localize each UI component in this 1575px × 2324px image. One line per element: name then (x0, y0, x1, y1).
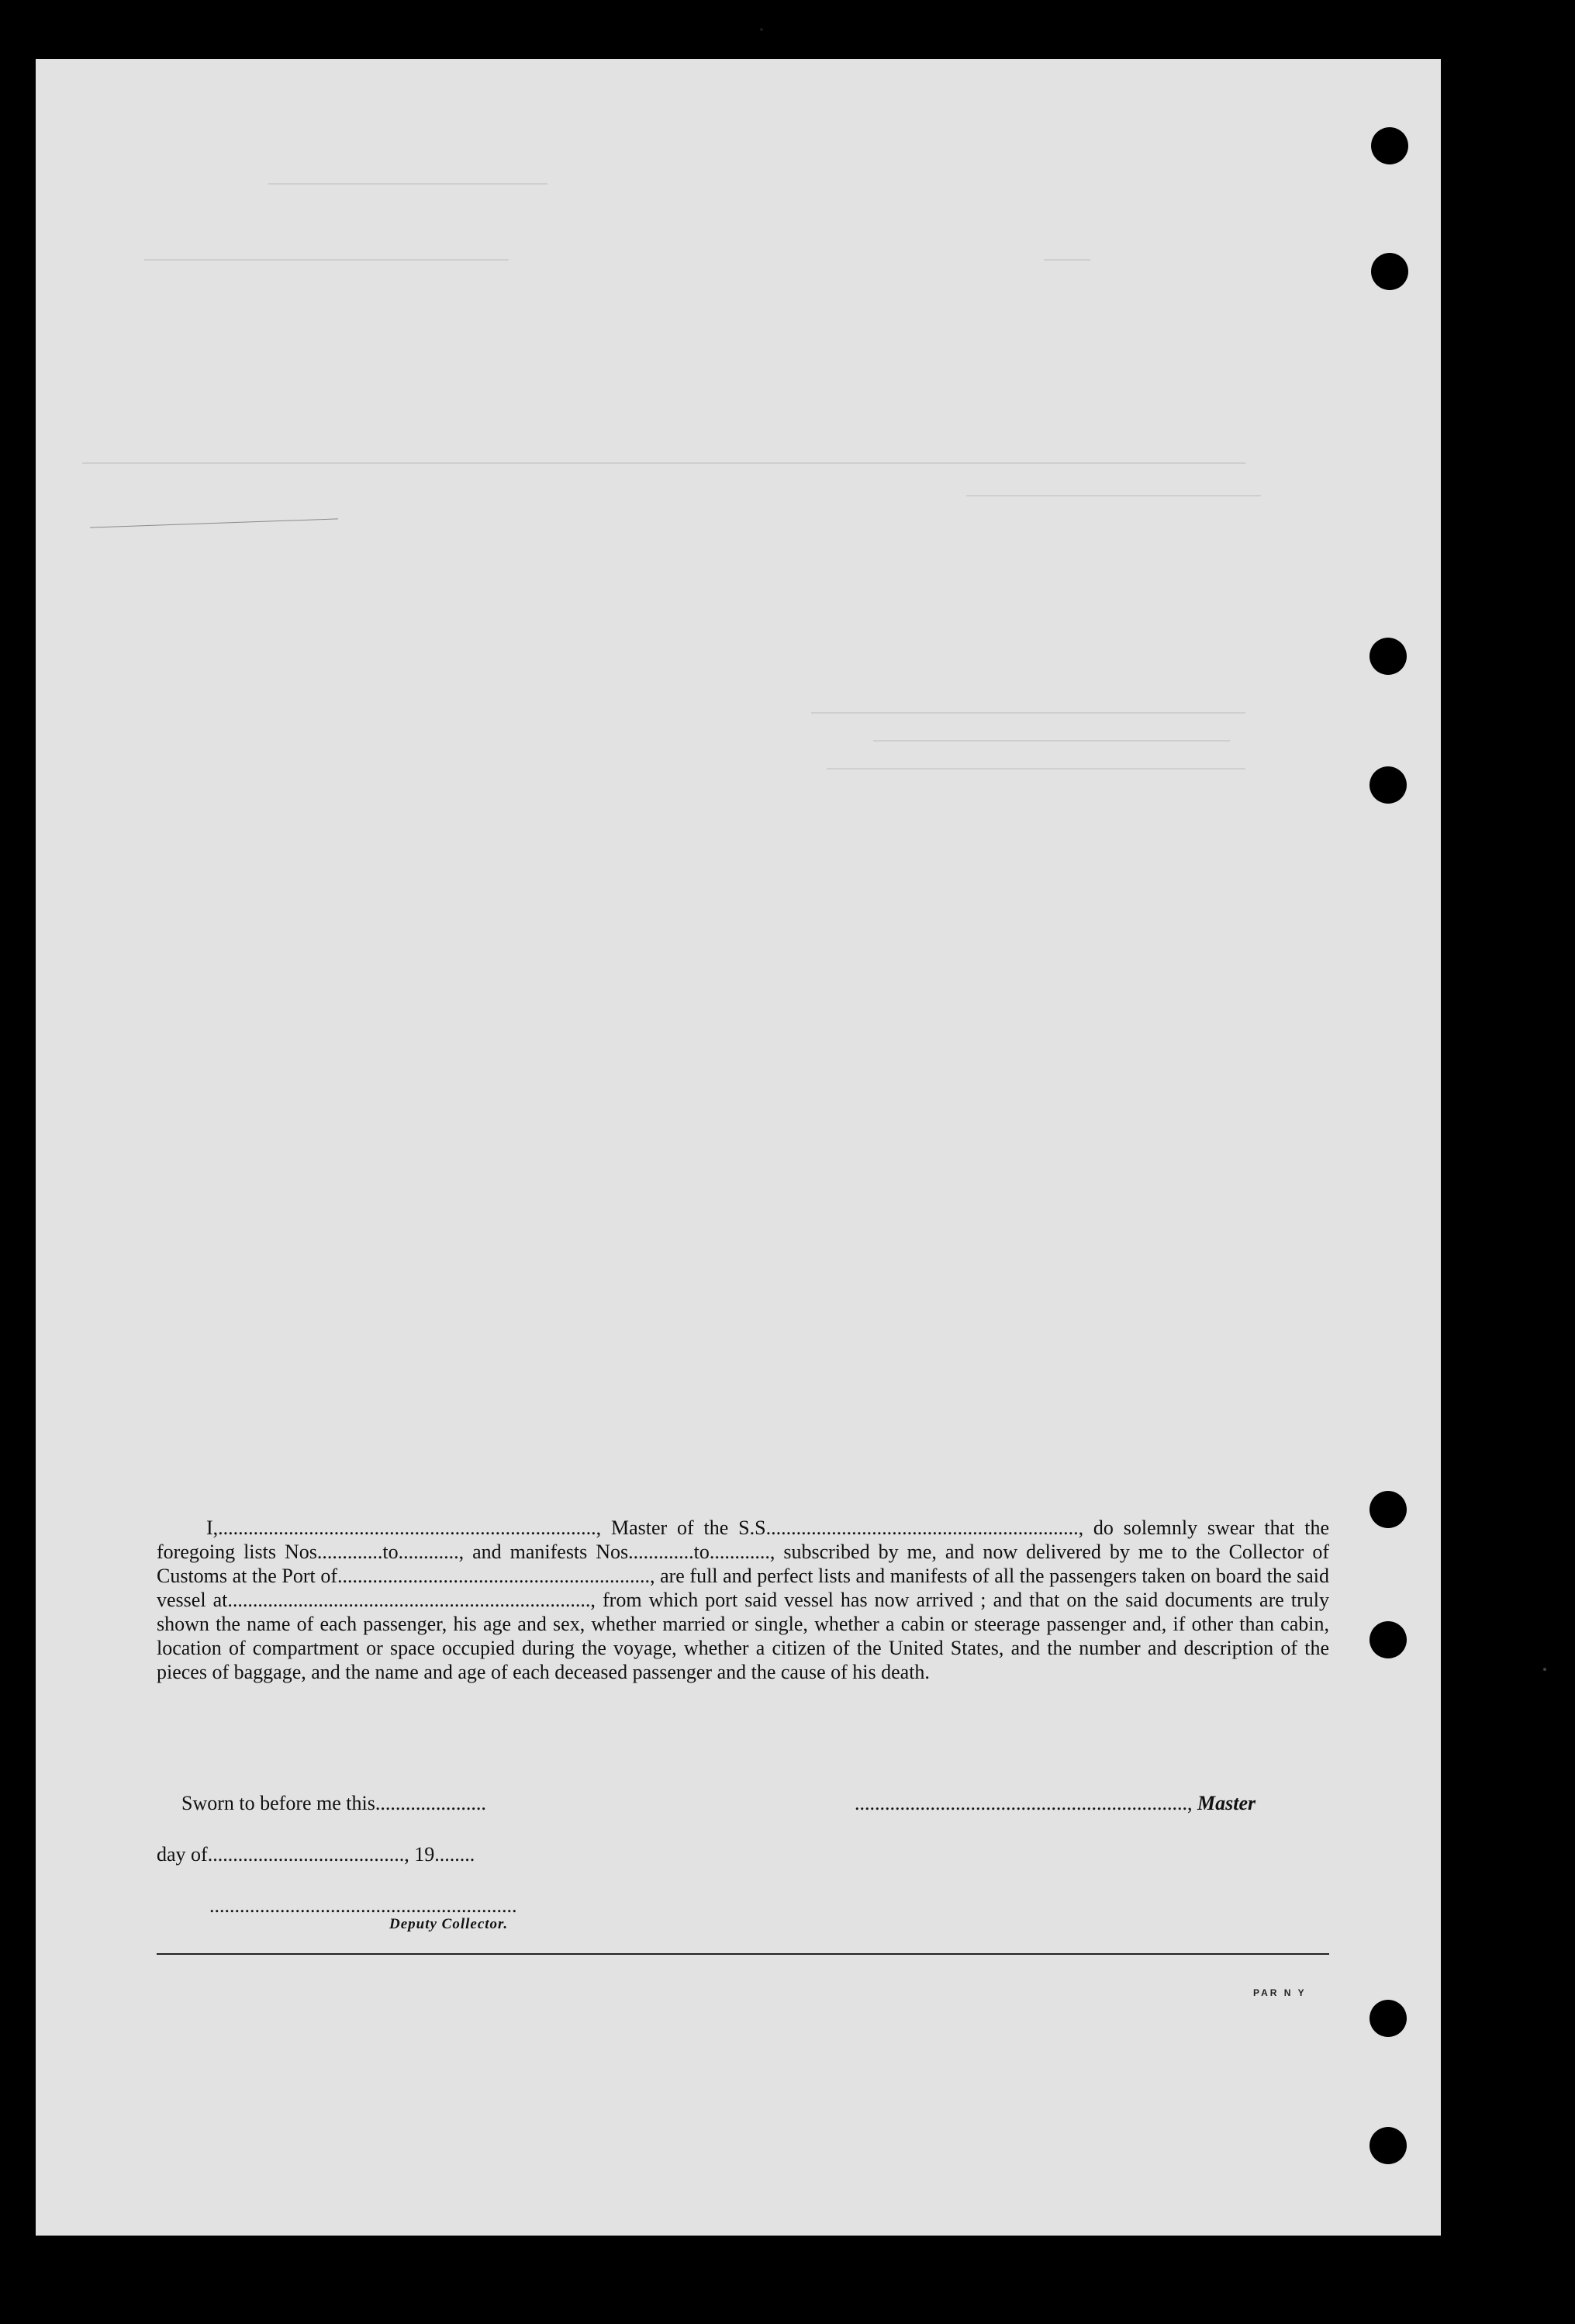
rule-line (90, 518, 338, 527)
punch-hole (1371, 253, 1408, 290)
bleed-through-mark (811, 712, 1245, 714)
printer-mark: PAR N Y (1253, 1987, 1307, 1998)
punch-hole (1369, 1491, 1407, 1528)
bleed-through-mark (268, 183, 547, 185)
sworn-before-line: Sworn to before me this...................... (181, 1792, 486, 1814)
bleed-through-mark (1044, 259, 1090, 261)
bleed-through-mark (827, 768, 1245, 769)
punch-hole (1369, 2000, 1407, 2037)
bleed-through-mark (144, 259, 509, 261)
bleed-through-mark (966, 495, 1261, 496)
punch-hole (1369, 1621, 1407, 1658)
scan-speck (1543, 1668, 1546, 1671)
document-page (36, 59, 1441, 2236)
punch-hole (1369, 638, 1407, 675)
day-of-line: day of......................................., 19........ (157, 1843, 475, 1866)
master-signature-line (855, 1792, 1256, 1815)
bottom-rule (157, 1953, 1329, 1955)
bleed-through-mark (82, 462, 1245, 464)
deputy-collector-label: Deputy Collector. (389, 1916, 509, 1932)
master-signature-dots: .................................................................., (855, 1792, 1193, 1814)
master-label: Master (1197, 1792, 1256, 1814)
master-oath-paragraph: I,..........................................................................., Master of the S.S.............................................................., do solemnly swear that the foregoing lists Nos.............to............, and manifests Nos.............to............, subscribed by me, and now delivered by me to the Collector of Customs at the Port of.............................................................., are full and perfect lists and manifests of all the passengers taken on board the said vessel at........................................................................, from which port said vessel has now arrived ; and that on the said documents are truly shown the name of each passenger, his age and sex, whether married or single, whether a cabin or steerage passenger and, if other than cabin, location of compartment or space occupied during the voyage, whether a citizen of the United States, and the number and description of the pieces of baggage, and the name and age of each deceased passenger and the cause of his death. (157, 1516, 1329, 1683)
punch-hole (1369, 766, 1407, 804)
punch-hole (1369, 2127, 1407, 2164)
bleed-through-mark (873, 740, 1230, 742)
punch-hole (1371, 127, 1408, 164)
scan-speck (760, 28, 763, 31)
deputy-collector-signature-dots: ............................................................. (209, 1894, 517, 1917)
